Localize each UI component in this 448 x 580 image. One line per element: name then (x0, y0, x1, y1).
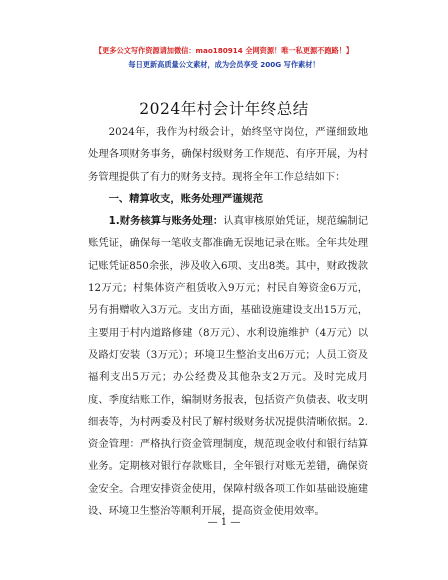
intro-paragraph: 2024年，我作为村级会计，始终坚守岗位，严谨细致地处理各项财务事务，确保村级财务工作规范、有序开展，为村务管理提供了有力的财务支持。现将全年工作总结如下： (88, 126, 368, 183)
promo-banner-line-2: 每日更新高质量公文素材，成为会员享受 200G 写作素材！ (128, 60, 320, 69)
promo-banner-line-1: 【更多公文写作资源请加微信：mao180914 全网资源！唯一私更源不跑路！】 (94, 46, 354, 55)
document-body (88, 121, 368, 522)
document-title: 2024年村会计年终总结 (139, 100, 309, 118)
page-number: — 1 — (207, 517, 241, 528)
subsection-paragraph-1 (88, 210, 368, 522)
subsection-heading-1: 1.财务核算与账务处理： (108, 215, 224, 228)
section-heading-1: 一、精算收支，账务处理严谨规范 (108, 192, 264, 205)
subsection-text-1: 认真审核原始凭证，规范编制记账凭证，确保每一笔收支都准确无误地记录在账。全年共处理记账凭证850余张，涉及收入6项、支出8类。其中，财政拨款12万元；村集体资产租赁收入9万元；村民自筹资金6万元，另有捐赠收入3万元。支出方面，基础设施建设支出15万元，主要用于村内道路修建（8万元）、水利设施维护（4万元）以及路灯安装（3万元）；环境卫生整治支出6万元；人员工资及福利支出5万元；办公经费及其他杂支2万元。及时完成月度、季度结账工作，编制财务报表，包括资产负债表、收支明细表等，为村两委及村民了解村级财务状况提供清晰依据。2.资金管理：严格执行资金管理制度，规范现金收付和银行结算业务。定期核对银行存款账目，全年银行对账无差错，确保资金安全。合理安排资金使用，保障村级各项工作如基础设施建设、环境卫生整治等顺利开展，提高资金使用效率。 (88, 215, 369, 518)
